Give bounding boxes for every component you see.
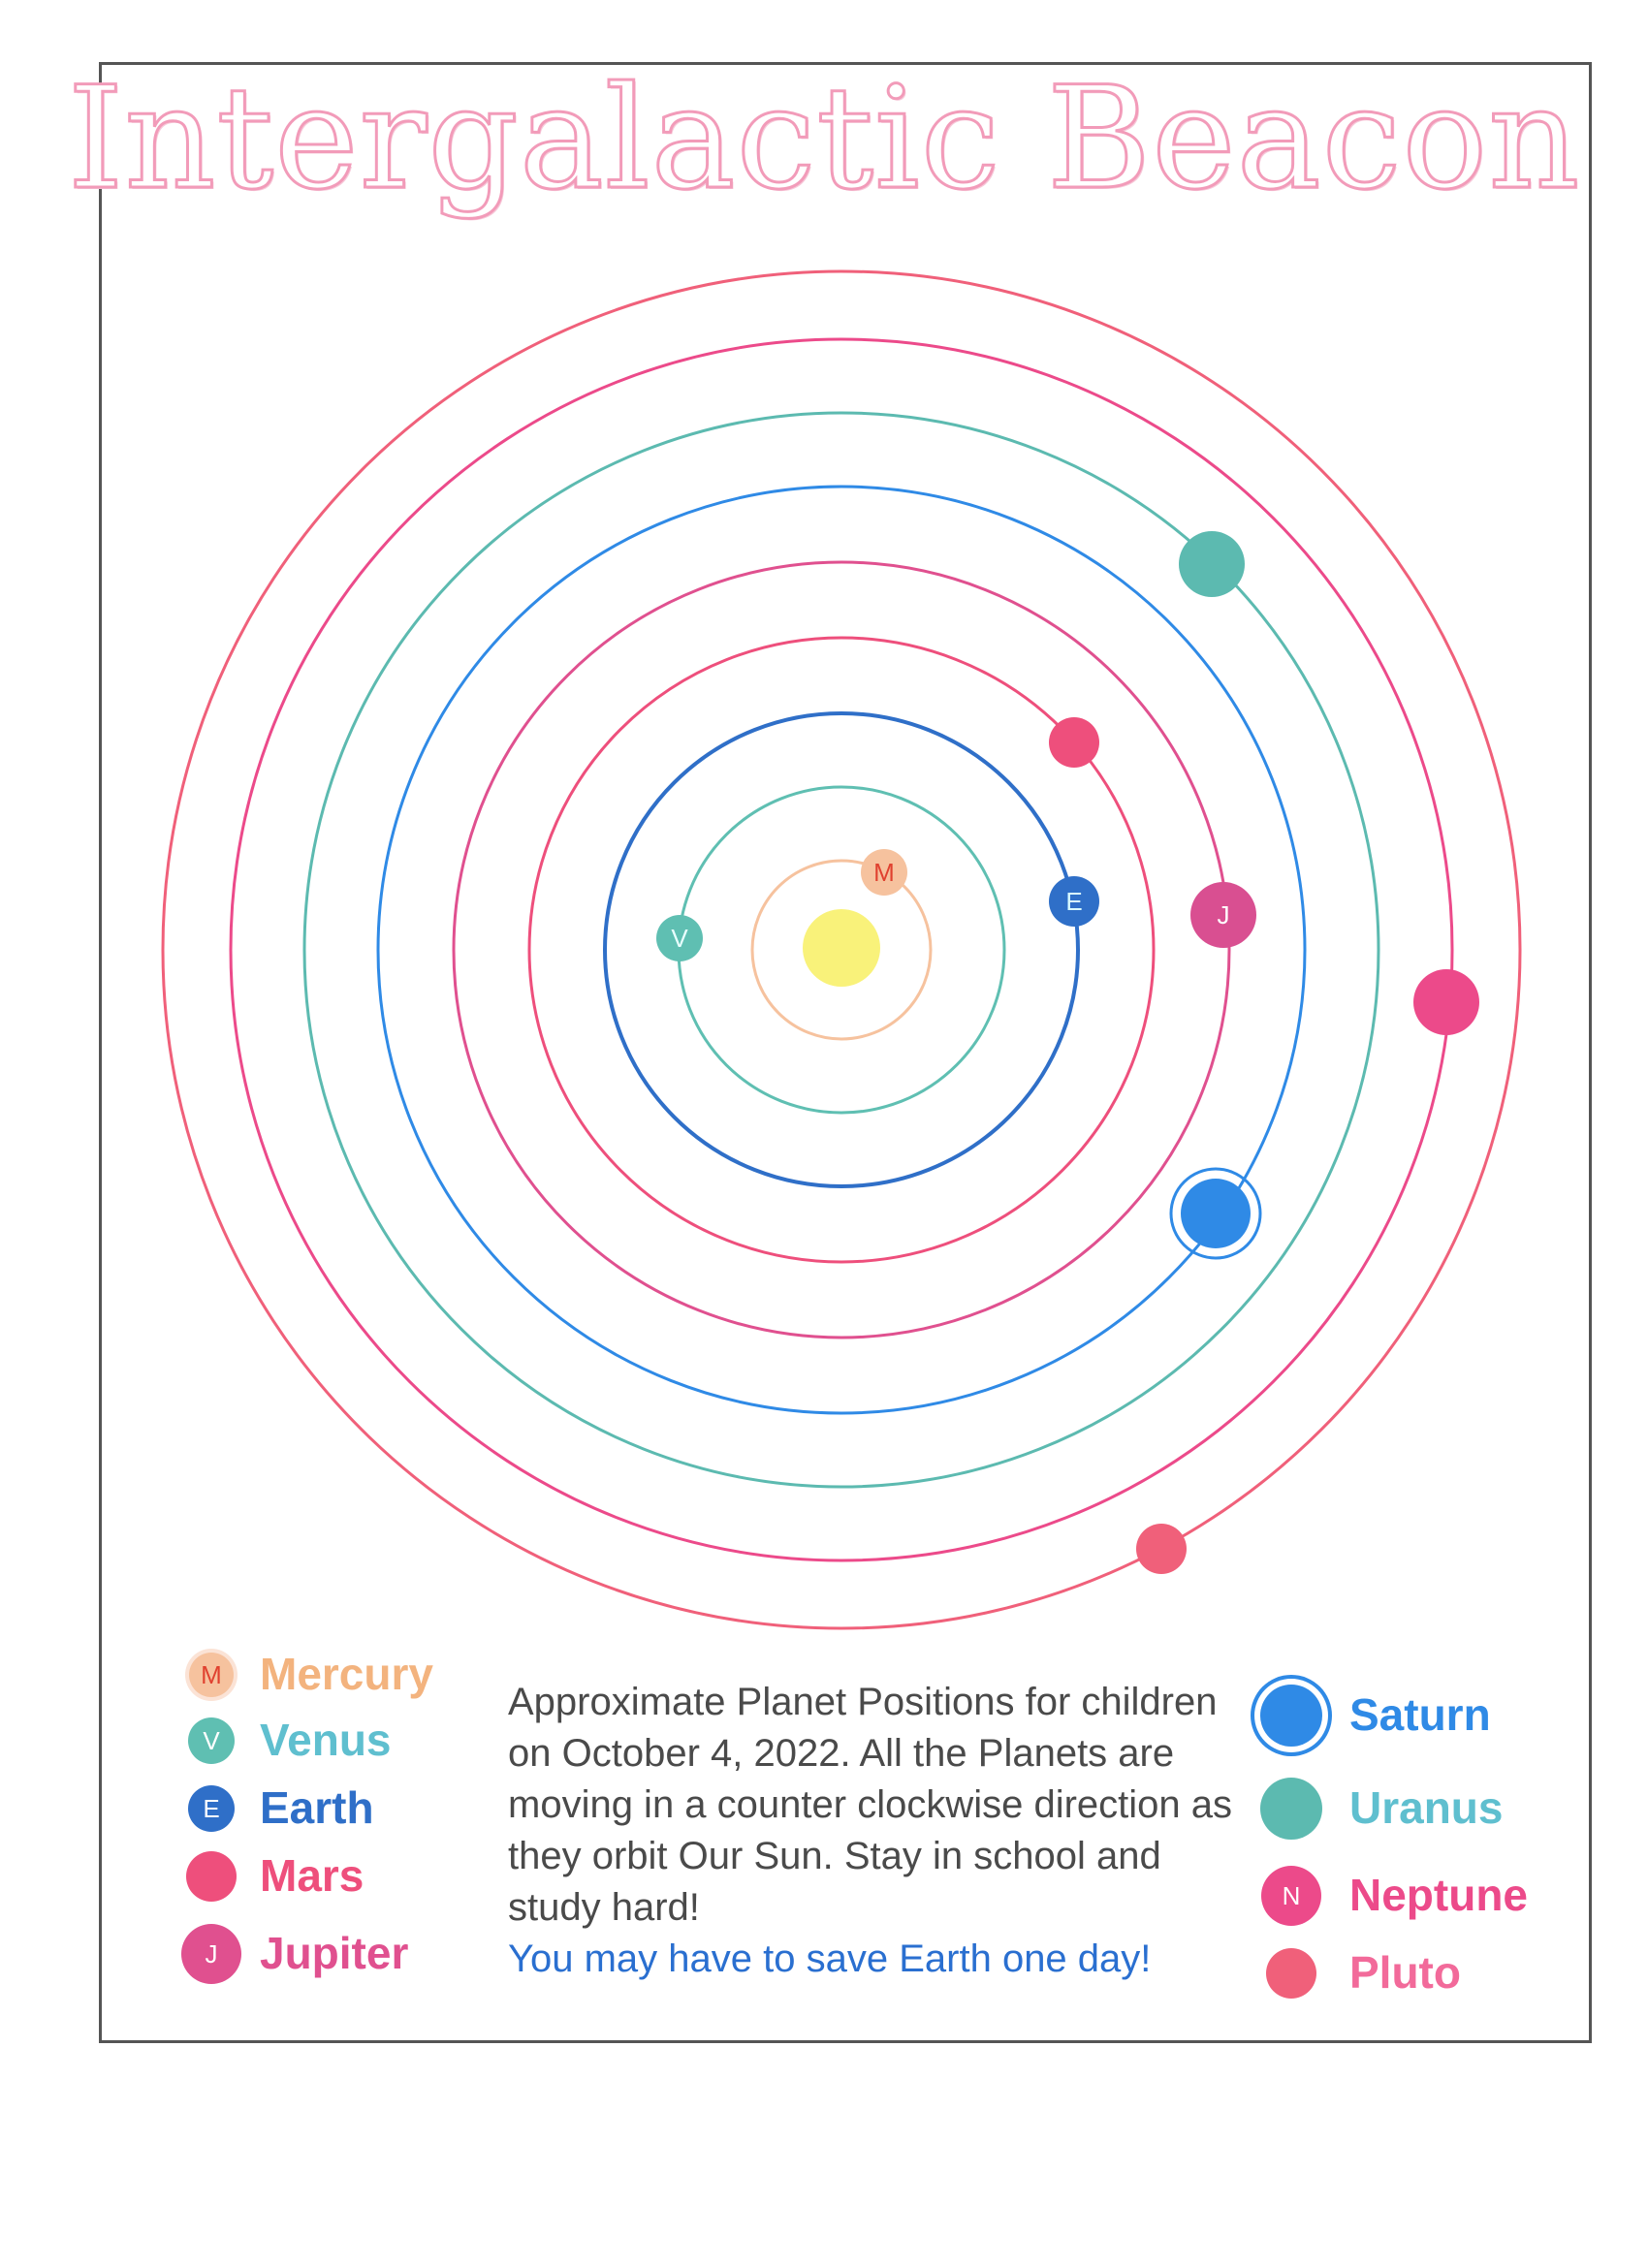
pluto-planet bbox=[1136, 1524, 1187, 1574]
neptune-legend-label: Neptune bbox=[1349, 1870, 1528, 1920]
earth-marker: E bbox=[1065, 887, 1083, 916]
planets-group bbox=[656, 531, 1479, 1574]
earth-legend-label: Earth bbox=[260, 1782, 374, 1833]
mars-legend-label: Mars bbox=[260, 1850, 364, 1901]
saturn-legend-label: Saturn bbox=[1349, 1689, 1491, 1740]
saturn-legend-icon bbox=[1260, 1685, 1322, 1747]
caption-highlight: You may have to save Earth one day! bbox=[508, 1937, 1152, 1980]
mercury-legend-label: Mercury bbox=[260, 1649, 433, 1699]
mars-legend-icon bbox=[186, 1851, 237, 1902]
mars-planet bbox=[1049, 717, 1099, 768]
jupiter-legend-label: Jupiter bbox=[260, 1928, 409, 1978]
venus-legend-label: Venus bbox=[260, 1715, 392, 1765]
caption bbox=[508, 1677, 1245, 1985]
saturn-planet bbox=[1181, 1179, 1251, 1248]
jupiter-marker: J bbox=[1217, 900, 1230, 929]
page-title: Intergalactic Beacon bbox=[67, 56, 1581, 221]
jupiter-legend-icon: J bbox=[181, 1924, 241, 1984]
neptune-legend-icon: N bbox=[1261, 1866, 1321, 1926]
caption-text: Approximate Planet Positions for children on October 4, 2022. All the Planets are moving in a counter clockwise direction as they orbit Our Sun. Stay in school and study hard! bbox=[508, 1681, 1233, 1929]
neptune-planet bbox=[1413, 969, 1479, 1035]
mercury-marker: M bbox=[873, 858, 895, 887]
earth-legend-icon: E bbox=[188, 1785, 235, 1832]
sun bbox=[803, 909, 880, 987]
venus-marker: V bbox=[671, 924, 688, 953]
mercury-legend-icon: M bbox=[189, 1653, 234, 1697]
pluto-legend-icon bbox=[1266, 1948, 1316, 1999]
venus-legend-icon: V bbox=[188, 1717, 235, 1764]
uranus-planet bbox=[1179, 531, 1245, 597]
uranus-legend-label: Uranus bbox=[1349, 1782, 1504, 1833]
uranus-legend-icon bbox=[1260, 1778, 1322, 1840]
pluto-legend-label: Pluto bbox=[1349, 1947, 1461, 1998]
